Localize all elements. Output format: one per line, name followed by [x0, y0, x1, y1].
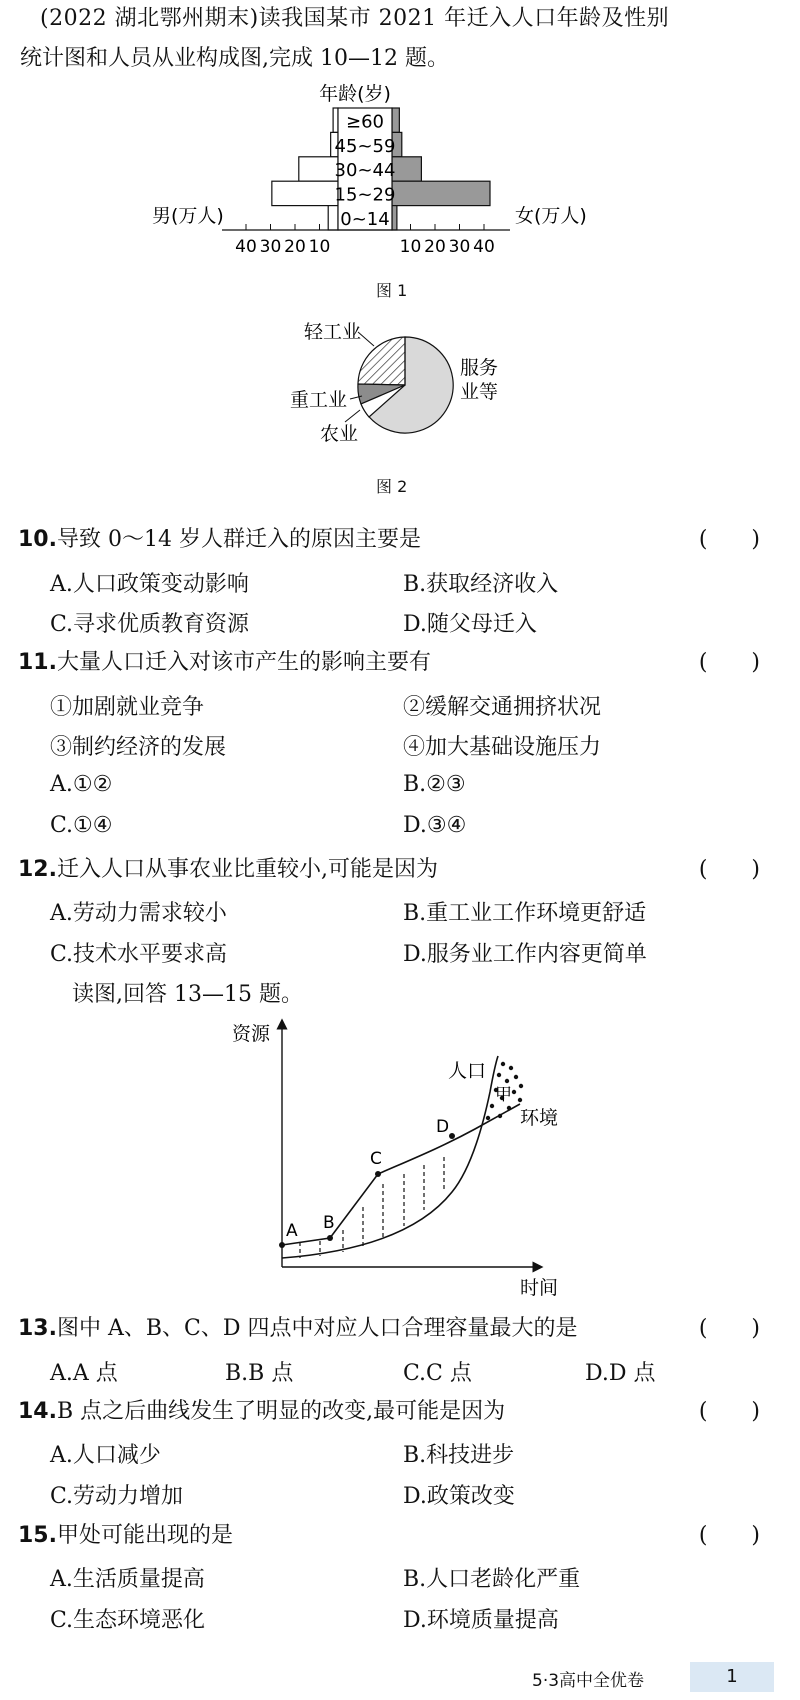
left-tick-1-label: 30 — [259, 237, 282, 255]
point-c-dot — [375, 1171, 381, 1177]
fig3-ylabel: 资源 — [232, 1023, 271, 1045]
q12-option-d: D.服务业工作内容更简单 — [403, 942, 647, 967]
fig1-right-label: 女(万人) — [515, 205, 587, 227]
fig3-jia-label: 甲 — [495, 1085, 512, 1105]
q11-item-1: ①加剧就业竞争 — [50, 695, 205, 720]
q14-option-c: C.劳动力增加 — [50, 1484, 184, 1509]
question-14 — [18, 1397, 780, 1427]
female-bar-3 — [392, 181, 490, 205]
pie-label-agri: 农业 — [320, 423, 359, 445]
q13-option-b: B.B 点 — [225, 1361, 294, 1386]
fig3-xlabel: 时间 — [520, 1277, 559, 1299]
male-bar-3 — [272, 181, 338, 205]
q11-number: 11. — [18, 650, 57, 675]
pie-label-light: 轻工业 — [304, 322, 362, 343]
q11-option-c: C.①④ — [50, 813, 113, 838]
q15-option-d: D.环境质量提高 — [403, 1608, 559, 1633]
point-a-label: A — [286, 1221, 298, 1241]
female-bar-2 — [392, 157, 421, 181]
q10-option-d: D.随父母迁入 — [403, 612, 537, 637]
q12-option-a: A.劳动力需求较小 — [50, 901, 227, 926]
age-label-2: 30~44 — [334, 160, 396, 182]
q15-stem: 甲处可能出现的是 — [56, 1523, 233, 1548]
q14-stem: B 点之后曲线发生了明显的改变,最可能是因为 — [56, 1399, 506, 1424]
figure-3-resource-population-curve — [220, 1012, 580, 1302]
q13-answer-paren: ( ) — [698, 1316, 760, 1341]
pie-label-service-1: 服务 — [460, 357, 499, 379]
age-label-3: 15~29 — [334, 184, 396, 206]
q14-answer-paren: ( ) — [698, 1399, 760, 1424]
q13-option-a: A.A 点 — [50, 1361, 118, 1386]
right-tick-0-label: 10 — [399, 237, 422, 255]
q12-number: 12. — [18, 857, 57, 882]
q14-option-b: B.科技进步 — [403, 1443, 515, 1468]
female-bar-0 — [392, 108, 399, 132]
environment-curve — [282, 1104, 520, 1245]
point-a-dot — [279, 1242, 285, 1248]
q11-option-d: D.③④ — [403, 813, 467, 838]
q15-option-a: A.生活质量提高 — [50, 1567, 205, 1592]
q13-option-d: D.D 点 — [585, 1361, 656, 1386]
question-13 — [18, 1314, 780, 1344]
right-tick-1-label: 20 — [424, 237, 446, 255]
q10-option-c: C.寻求优质教育资源 — [50, 612, 250, 637]
q11-option-b: B.②③ — [403, 772, 466, 797]
left-tick-0-label: 40 — [235, 237, 257, 255]
fig1-caption: 图 1 — [376, 281, 408, 300]
point-b-dot — [327, 1235, 333, 1241]
footer-brand: 5·3高中全优卷 — [532, 1671, 645, 1691]
footer-page-number: 1 — [726, 1666, 738, 1687]
point-d-dot — [449, 1133, 455, 1139]
intro-line-2: 统计图和人员从业构成图,完成 10—12 题。 — [20, 46, 449, 71]
q14-number: 14. — [18, 1399, 57, 1424]
q11-option-a: A.①② — [50, 772, 113, 797]
q11-item-3: ③制约经济的发展 — [50, 735, 227, 760]
male-bar-4 — [328, 206, 338, 230]
q10-answer-paren: ( ) — [698, 527, 760, 552]
q10-number: 10. — [18, 527, 57, 552]
male-bar-2 — [299, 157, 338, 181]
population-curve — [282, 1056, 498, 1258]
q12-answer-paren: ( ) — [698, 857, 760, 882]
q14-option-d: D.政策改变 — [403, 1484, 515, 1509]
q13-stem: 图中 A、B、C、D 四点中对应人口合理容量最大的是 — [56, 1316, 578, 1341]
point-c-label: C — [370, 1149, 382, 1169]
fig3-pop-label: 人口 — [448, 1060, 487, 1082]
right-tick-3-label: 40 — [473, 237, 495, 255]
figure-2-employment-pie — [290, 322, 520, 462]
shaded-dashes — [300, 1157, 444, 1258]
intro-2: 读图,回答 13—15 题。 — [72, 982, 303, 1007]
q12-option-b: B.重工业工作环境更舒适 — [403, 901, 647, 926]
figure-1-population-pyramid — [150, 80, 630, 255]
age-label-0: ≥60 — [346, 111, 384, 133]
q15-option-b: B.人口老龄化严重 — [403, 1567, 581, 1592]
q10-stem: 导致 0～14 岁人群迁入的原因主要是 — [56, 527, 421, 552]
pie-slice-light-industry — [358, 337, 405, 385]
q15-option-c: C.生态环境恶化 — [50, 1608, 206, 1633]
q11-stem: 大量人口迁入对该市产生的影响主要有 — [56, 650, 431, 675]
fig2-caption: 图 2 — [376, 477, 408, 496]
question-15 — [18, 1521, 780, 1551]
q14-option-a: A.人口减少 — [50, 1443, 161, 1468]
left-tick-3-label: 10 — [308, 237, 331, 255]
q12-option-c: C.技术水平要求高 — [50, 942, 228, 967]
q13-number: 13. — [18, 1316, 57, 1341]
q12-stem: 迁入人口从事农业比重较小,可能是因为 — [56, 857, 438, 882]
fig1-left-label: 男(万人) — [152, 205, 224, 227]
q10-option-b: B.获取经济收入 — [403, 572, 559, 597]
age-label-4: 0~14 — [340, 209, 390, 230]
q11-item-4: ④加大基础设施压力 — [403, 735, 602, 760]
right-tick-2-label: 30 — [448, 237, 471, 255]
q11-answer-paren: ( ) — [698, 650, 760, 675]
intro-line-1: (2022 湖北鄂州期末)读我国某市 2021 年迁入人口年龄及性别 — [40, 6, 670, 31]
female-bar-4 — [392, 206, 397, 230]
question-12 — [18, 855, 780, 885]
male-bar-0 — [333, 108, 338, 132]
point-d-label: D — [436, 1117, 450, 1137]
footer-page-box — [690, 1662, 774, 1692]
pie-label-service-2: 业等 — [460, 381, 499, 403]
question-10 — [18, 525, 780, 555]
age-label-1: 45~59 — [334, 135, 396, 157]
question-11 — [18, 648, 780, 678]
q13-option-c: C.C 点 — [403, 1361, 472, 1386]
fig1-ylabel: 年龄(岁) — [319, 83, 391, 105]
q15-answer-paren: ( ) — [698, 1523, 760, 1548]
q10-option-a: A.人口政策变动影响 — [50, 572, 249, 597]
point-b-label: B — [323, 1213, 335, 1233]
q15-number: 15. — [18, 1523, 57, 1548]
q11-item-2: ②缓解交通拥挤状况 — [403, 695, 602, 720]
fig3-env-label: 环境 — [520, 1107, 559, 1129]
pie-label-heavy: 重工业 — [290, 389, 348, 411]
left-tick-2-label: 20 — [284, 237, 306, 255]
